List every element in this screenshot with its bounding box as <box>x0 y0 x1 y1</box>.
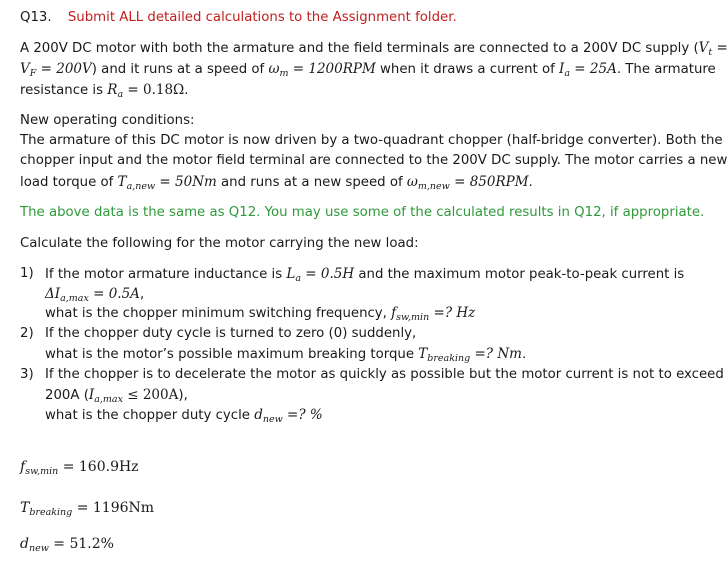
same-data-note: The above data is the same as Q12. You may use some of the calculated results in Q12, if appropriate. <box>20 205 705 220</box>
item-1-line-2: $\Delta I_{a,max} = 0.5A$, <box>45 286 145 304</box>
answer-fsw-min: $f_{sw,min} = 160.9Hz$ <box>20 459 139 477</box>
answer-d-new: $d_{new} = 51.2\%$ <box>20 536 114 554</box>
ia-symbol: $I_a = 25A$ <box>559 61 617 79</box>
item-3-number: 3) <box>20 367 34 382</box>
item-1-line-3: what is the chopper minimum switching frequency, $f_{sw,min}$ =? Hz <box>45 305 476 323</box>
tbreaking-symbol: $T_{breaking}$ =? Nm <box>418 346 522 364</box>
intro-line-1: A 200V DC motor with both the armature and the field terminals are connected to a 200V DC supply ($V_t$ = <box>20 40 728 58</box>
item-3-line-2: 200A $(I_{a,max} \le 200A)$, <box>45 387 188 405</box>
item-2-line-2: what is the motor’s possible maximum breaking torque $T_{breaking}$ =? Nm. <box>45 346 527 364</box>
delta-ia-symbol: $\Delta I_{a,max} = 0.5A$ <box>45 286 140 304</box>
new-conditions-heading: New operating conditions: <box>20 113 195 128</box>
submit-instruction: Submit ALL detailed calculations to the Assignment folder. <box>67 10 457 25</box>
question-header <box>20 9 457 27</box>
question-number: Q13. <box>20 10 52 25</box>
new-conditions-line-2: chopper input and the motor field terminal are connected to the 200V DC supply. The motor carries a new <box>20 153 728 168</box>
item-3-line-3: what is the chopper duty cycle $d_{new}$ =? % <box>45 407 323 425</box>
item-1-line-1: If the motor armature inductance is $L_a = 0.5H$ and the maximum motor peak-to-peak current is <box>45 266 685 284</box>
vf-symbol: $V_F = 200V$ <box>20 61 92 79</box>
ra-symbol: $R_a = 0.18\Omega$ <box>107 82 185 100</box>
la-symbol: $L_a = 0.5H$ <box>286 266 355 284</box>
new-conditions-line-1: The armature of this DC motor is now driven by a two-quadrant chopper (half-bridge converter). Both the <box>20 133 723 148</box>
item-2-number: 2) <box>20 326 34 341</box>
wm-symbol: $\omega_m = 1200RPM$ <box>268 61 376 79</box>
speed-new-symbol: $\omega_{m,new} = 850RPM$ <box>406 174 529 192</box>
intro-line-2: $V_F = 200V$) and it runs at a speed of $\omega_m = 1200RPM$ when it draws a current of $I_a = 25A$. The armature <box>20 61 716 79</box>
calculate-heading: Calculate the following for the motor carrying the new load: <box>20 236 419 251</box>
fsw-symbol: $f_{sw,min}$ =? Hz <box>391 305 476 323</box>
dnew-symbol: $d_{new}$ =? % <box>254 407 323 425</box>
ia-max-symbol: $I_{a,max} \le 200A$ <box>88 387 179 405</box>
vt-symbol: $V_t$ = <box>698 40 728 58</box>
item-2-line-1: If the chopper duty cycle is turned to zero (0) suddenly, <box>45 326 417 341</box>
new-conditions-line-3: load torque of $T_{a,new} = 50Nm$ and runs at a new speed of $\omega_{m,new} = 850RPM$. <box>20 174 533 192</box>
torque-new-symbol: $T_{a,new} = 50Nm$ <box>117 174 217 192</box>
item-1-number: 1) <box>20 266 34 281</box>
answer-t-breaking: $T_{breaking} = 1196Nm$ <box>20 500 155 518</box>
item-3-line-1: If the chopper is to decelerate the motor as quickly as possible but the motor current is not to exceed <box>45 367 724 382</box>
intro-line-3: resistance is $R_a = 0.18\Omega$. <box>20 82 189 100</box>
